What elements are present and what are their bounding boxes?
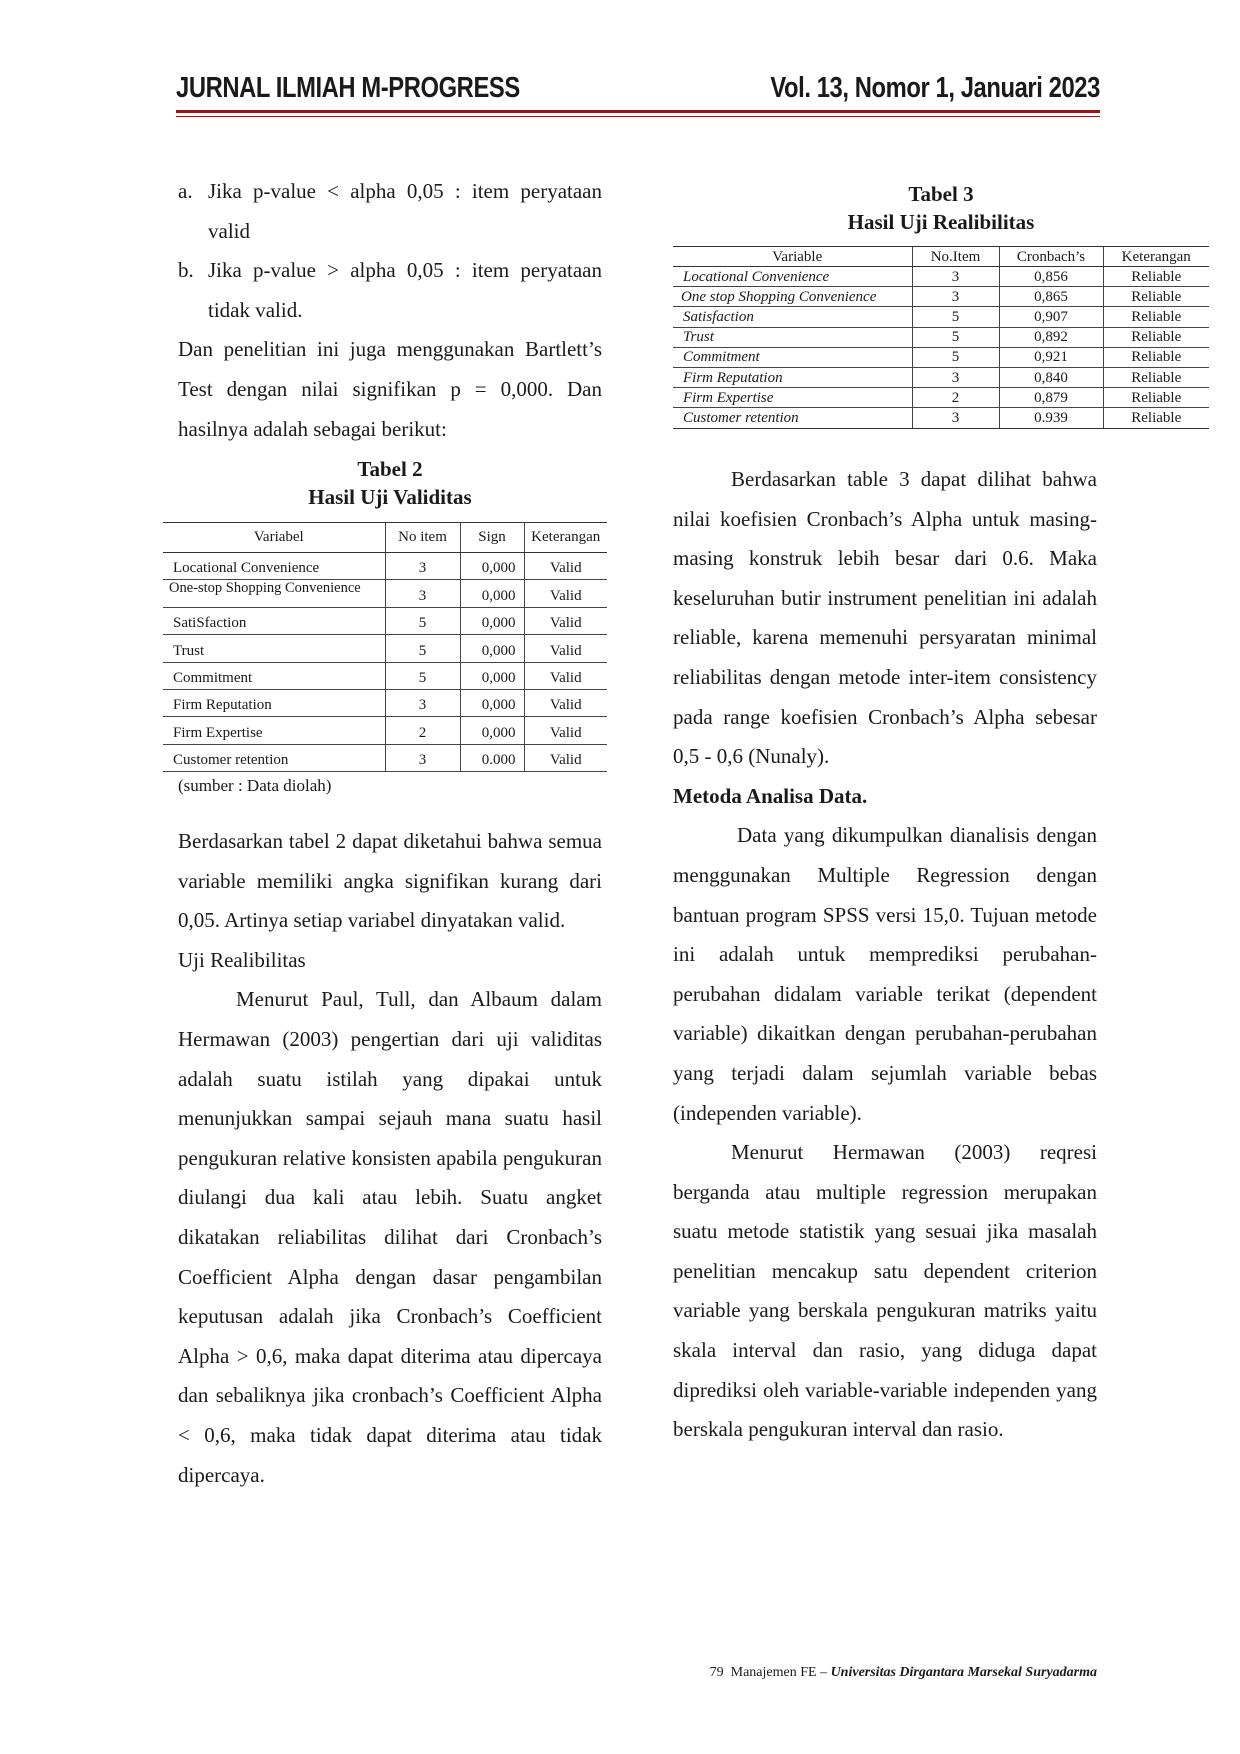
paragraph: Data yang dikumpulkan dianalisis dengan menggunakan Multiple Regression dengan bantuan program SPSS versi 15,0. Tujuan metode ini adalah untuk memprediksi perubahan- perubahan didalam variable terikat (dependent variable) dikaitkan dengan perubahan-perubahan yang terjadi dalam sejumlah variable bebas (independen variable). bbox=[673, 823, 1097, 1125]
cell-variable: One-stop Shopping Convenience bbox=[163, 580, 385, 607]
cell-result: Valid bbox=[524, 717, 607, 744]
cell-items: 3 bbox=[912, 408, 999, 428]
left-column bbox=[178, 172, 602, 511]
cell-items: 3 bbox=[912, 287, 999, 307]
cell-sign: 0,000 bbox=[460, 717, 524, 744]
page-number: 79 bbox=[709, 1665, 724, 1680]
paragraph: Berdasarkan tabel 2 dapat diketahui bahwa semua variable memiliki angka signifikan kurang dari 0,05. Artinya setiap variabel dinyatakan valid. bbox=[178, 829, 602, 933]
table3-subtitle: Hasil Uji Realibilitas bbox=[847, 210, 1035, 234]
list-text: Jika p-value > alpha 0,05 : item peryataan tidak valid. bbox=[208, 258, 602, 322]
reliability-table bbox=[673, 246, 1209, 429]
cell-items: 2 bbox=[385, 717, 460, 744]
table-row bbox=[163, 689, 607, 716]
journal-volume: Vol. 13, Nomor 1, Januari 2023 bbox=[770, 72, 1100, 104]
cell-sign: 0,000 bbox=[460, 662, 524, 689]
cell-items: 3 bbox=[385, 744, 460, 771]
table-row bbox=[673, 307, 1209, 327]
table3-title: Tabel 3 bbox=[908, 182, 974, 206]
table2-subtitle: Hasil Uji Validitas bbox=[308, 485, 472, 510]
cell-variable: Locational Convenience bbox=[673, 267, 912, 287]
cell-result: Reliable bbox=[1103, 327, 1209, 347]
cell-variable: Satisfaction bbox=[673, 307, 912, 327]
cell-variable: Locational Convenience bbox=[163, 553, 385, 580]
column-header: Sign bbox=[460, 523, 524, 553]
cell-alpha: 0,921 bbox=[999, 347, 1103, 367]
cell-variable: SatiSfaction bbox=[163, 607, 385, 634]
cell-variable: One stop Shopping Convenience bbox=[673, 287, 912, 307]
cell-items: 5 bbox=[385, 662, 460, 689]
cell-sign: 0,000 bbox=[460, 635, 524, 662]
cell-sign: 0.000 bbox=[460, 744, 524, 771]
cell-result: Reliable bbox=[1103, 307, 1209, 327]
cell-items: 5 bbox=[912, 307, 999, 327]
footer-university: Universitas Dirgantara Marsekal Suryadarma bbox=[830, 1665, 1097, 1680]
cell-items: 3 bbox=[912, 267, 999, 287]
cell-variable: Customer retention bbox=[163, 744, 385, 771]
table-row bbox=[673, 287, 1209, 307]
validity-table bbox=[163, 522, 607, 772]
cell-items: 5 bbox=[912, 347, 999, 367]
column-header: Keterangan bbox=[524, 523, 607, 553]
column-header: No.Item bbox=[912, 247, 999, 267]
cell-alpha: 0,879 bbox=[999, 388, 1103, 408]
header-rule bbox=[176, 110, 1100, 113]
footer-department: Manajemen FE – bbox=[730, 1665, 828, 1680]
cell-result: Reliable bbox=[1103, 287, 1209, 307]
cell-variable: Customer retention bbox=[673, 408, 912, 428]
table-row bbox=[163, 662, 607, 689]
table-row bbox=[673, 327, 1209, 347]
table-row bbox=[163, 635, 607, 662]
right-column bbox=[673, 460, 1097, 1450]
cell-result: Valid bbox=[524, 635, 607, 662]
table-row bbox=[163, 580, 607, 607]
cell-items: 3 bbox=[385, 580, 460, 607]
table2-source: (sumber : Data diolah) bbox=[178, 776, 332, 795]
table2-title: Tabel 2 bbox=[357, 457, 423, 482]
cell-variable: Firm Expertise bbox=[673, 388, 912, 408]
cell-items: 5 bbox=[912, 327, 999, 347]
table-row bbox=[163, 553, 607, 580]
cell-result: Valid bbox=[524, 662, 607, 689]
page-footer bbox=[710, 1665, 1097, 1681]
table-row bbox=[673, 267, 1209, 287]
cell-variable: Commitment bbox=[163, 662, 385, 689]
cell-items: 5 bbox=[385, 607, 460, 634]
column-header: Cronbach’s bbox=[999, 247, 1103, 267]
table-row bbox=[673, 347, 1209, 367]
section-heading: Metoda Analisa Data. bbox=[673, 783, 868, 808]
cell-result: Valid bbox=[524, 744, 607, 771]
cell-variable: Firm Reputation bbox=[673, 367, 912, 387]
cell-alpha: 0,856 bbox=[999, 267, 1103, 287]
cell-variable: Trust bbox=[163, 635, 385, 662]
journal-title: JURNAL ILMIAH M-PROGRESS bbox=[176, 72, 520, 104]
paragraph: Berdasarkan table 3 dapat dilihat bahwa nilai koefisien Cronbach’s Alpha untuk masing- masing konstruk lebih besar dari 0.6. Maka keseluruhan butir instrument penelitian ini adalah reliable, karena memenuhi persyaratan minimal reliabilitas dengan metode inter-item consistency pada range koefisien Cronbach’s Alpha sebesar 0,5 - 0,6 (Nunaly). bbox=[673, 467, 1097, 769]
list-marker: a. bbox=[178, 179, 193, 203]
column-header: Variable bbox=[673, 247, 912, 267]
cell-alpha: 0,865 bbox=[999, 287, 1103, 307]
paragraph: Menurut Hermawan (2003) reqresi berganda atau multiple regression merupakan suatu metode statistik yang sesuai jika masalah penelitian mencakup satu dependent criterion variable yang berskala pengukuran matriks yaitu skala interval dan rasio, yang diduga dapat diprediksi oleh variable-variable independen yang berskala pengukuran interval dan rasio. bbox=[673, 1140, 1097, 1442]
cell-result: Reliable bbox=[1103, 347, 1209, 367]
table-row bbox=[163, 607, 607, 634]
cell-sign: 0,000 bbox=[460, 607, 524, 634]
list-text: Jika p-value < alpha 0,05 : item peryataan valid bbox=[208, 179, 602, 243]
cell-result: Reliable bbox=[1103, 408, 1209, 428]
cell-alpha: 0,840 bbox=[999, 367, 1103, 387]
section-heading: Uji Realibilitas bbox=[178, 947, 306, 972]
table-header-row bbox=[163, 523, 607, 553]
table-header-row bbox=[673, 247, 1209, 267]
cell-result: Valid bbox=[524, 607, 607, 634]
cell-variable: Commitment bbox=[673, 347, 912, 367]
cell-items: 3 bbox=[385, 689, 460, 716]
cell-alpha: 0,907 bbox=[999, 307, 1103, 327]
cell-result: Valid bbox=[524, 689, 607, 716]
cell-sign: 0,000 bbox=[460, 689, 524, 716]
cell-result: Valid bbox=[524, 553, 607, 580]
header-rule-thin bbox=[176, 116, 1100, 117]
table-row bbox=[673, 408, 1209, 428]
cell-result: Reliable bbox=[1103, 367, 1209, 387]
cell-alpha: 0,892 bbox=[999, 327, 1103, 347]
column-header: Variabel bbox=[163, 523, 385, 553]
cell-variable: Firm Reputation bbox=[163, 689, 385, 716]
table-row bbox=[163, 744, 607, 771]
column-header: Keterangan bbox=[1103, 247, 1209, 267]
cell-variable: Firm Expertise bbox=[163, 717, 385, 744]
list-item bbox=[178, 172, 602, 251]
cell-alpha: 0.939 bbox=[999, 408, 1103, 428]
paragraph: Dan penelitian ini juga menggunakan Bartlett’s Test dengan nilai signifikan p = 0,000. Dan hasilnya adalah sebagai berikut: bbox=[178, 337, 602, 441]
table-row bbox=[673, 388, 1209, 408]
paragraph: Menurut Paul, Tull, dan Albaum dalam Hermawan (2003) pengertian dari uji validitas adalah suatu istilah yang dipakai untuk menunjukkan sampai sejauh mana suatu hasil pengukuran relative konsisten apabila pengukuran diulangi dua kali atau lebih. Suatu angket dikatakan reliabilitas dilihat dari Cronbach’s Coefficient Alpha dengan dasar pengambilan keputusan adalah jika Cronbach’s Coefficient Alpha > 0,6, maka dapat diterima atau dipercaya dan sebaliknya jika cronbach’s Coefficient Alpha < 0,6, maka tidak dapat diterima atau tidak dipercaya. bbox=[178, 987, 602, 1487]
cell-sign: 0,000 bbox=[460, 580, 524, 607]
table-row bbox=[163, 717, 607, 744]
table3-caption bbox=[673, 180, 1209, 236]
column-header: No item bbox=[385, 523, 460, 553]
cell-result: Reliable bbox=[1103, 267, 1209, 287]
table-row bbox=[673, 367, 1209, 387]
cell-items: 5 bbox=[385, 635, 460, 662]
list-marker: b. bbox=[178, 258, 194, 283]
cell-items: 3 bbox=[912, 367, 999, 387]
cell-result: Valid bbox=[524, 580, 607, 607]
cell-variable: Trust bbox=[673, 327, 912, 347]
cell-sign: 0,000 bbox=[460, 553, 524, 580]
cell-items: 2 bbox=[912, 388, 999, 408]
cell-result: Reliable bbox=[1103, 388, 1209, 408]
list-item bbox=[178, 251, 602, 330]
left-column-lower bbox=[178, 822, 602, 1495]
cell-items: 3 bbox=[385, 553, 460, 580]
